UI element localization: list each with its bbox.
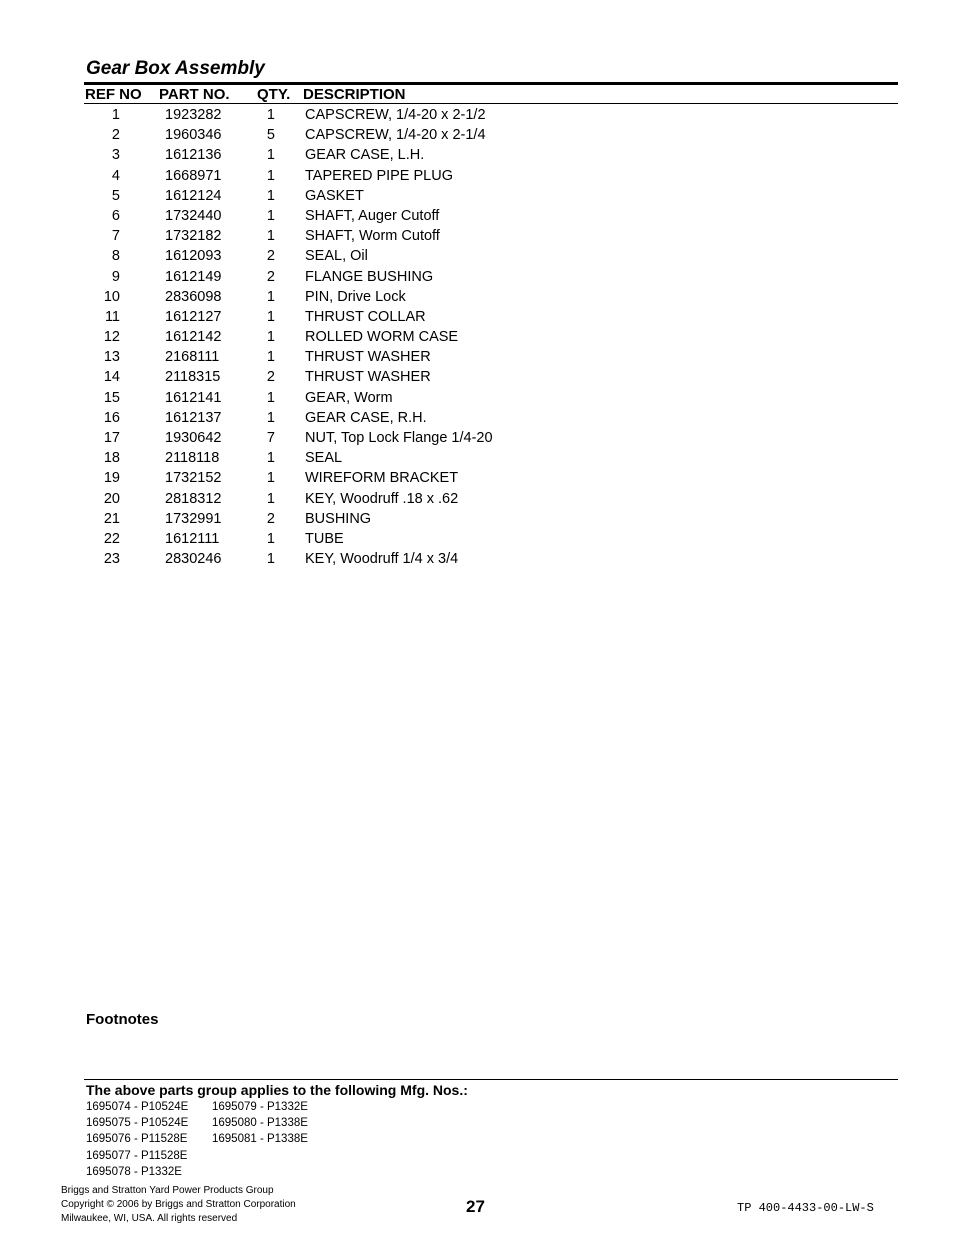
- part-no-cell: 1612093: [165, 248, 222, 265]
- description-cell: TAPERED PIPE PLUG: [305, 167, 453, 184]
- part-no-cell: 1612141: [165, 389, 222, 406]
- table-row: [0, 287, 954, 307]
- corp-line-1: Briggs and Stratton Yard Power Products Group: [61, 1185, 274, 1196]
- qty-cell: 1: [266, 228, 275, 245]
- ref-no-cell: 22: [103, 530, 120, 547]
- description-cell: THRUST COLLAR: [305, 308, 426, 325]
- description-cell: CAPSCREW, 1/4-20 x 2-1/4: [305, 127, 486, 144]
- ref-no-cell: 15: [103, 389, 120, 406]
- description-cell: CAPSCREW, 1/4-20 x 2-1/2: [305, 107, 486, 123]
- parts-table: [0, 105, 954, 569]
- ref-no-cell: 11: [104, 308, 120, 325]
- mfg-number: 1695078 - P1332E: [86, 1165, 182, 1178]
- qty-cell: 1: [266, 530, 275, 547]
- qty-cell: 1: [266, 207, 275, 224]
- description-cell: GASKET: [305, 187, 364, 204]
- qty-cell: 1: [266, 490, 275, 507]
- table-row: [0, 367, 954, 387]
- qty-cell: 1: [266, 187, 275, 204]
- header-ref-no: REF NO: [85, 86, 142, 103]
- description-cell: KEY, Woodruff .18 x .62: [305, 490, 459, 507]
- qty-cell: 5: [266, 127, 275, 144]
- description-cell: TUBE: [305, 530, 344, 547]
- part-no-cell: 1930642: [165, 430, 222, 446]
- part-no-cell: 2118118: [165, 450, 220, 467]
- mfg-number: 1695074 - P10524E: [86, 1101, 189, 1113]
- title-divider: [84, 82, 898, 85]
- table-row: [0, 125, 954, 145]
- table-row: [0, 166, 954, 186]
- ref-no-cell: 18: [103, 450, 120, 467]
- mfg-number: 1695077 - P11528E: [86, 1149, 188, 1162]
- part-no-cell: 1732440: [165, 207, 222, 224]
- table-row: [0, 145, 954, 165]
- description-cell: GEAR CASE, L.H.: [305, 147, 425, 164]
- qty-cell: 1: [266, 470, 275, 487]
- ref-no-cell: 17: [103, 430, 120, 446]
- part-no-cell: 1732152: [165, 470, 222, 487]
- description-cell: SHAFT, Auger Cutoff: [305, 207, 440, 224]
- description-cell: SHAFT, Worm Cutoff: [305, 228, 440, 245]
- part-no-cell: 1612137: [165, 409, 222, 426]
- table-row: [0, 105, 954, 125]
- description-cell: THRUST WASHER: [305, 349, 431, 366]
- description-cell: GEAR, Worm: [305, 389, 393, 406]
- part-no-cell: 1612127: [165, 308, 222, 325]
- description-cell: NUT, Top Lock Flange 1/4-20: [305, 430, 493, 446]
- applies-heading: The above parts group applies to the following Mfg. Nos.:: [86, 1082, 468, 1098]
- table-row: [0, 327, 954, 347]
- table-row: [0, 509, 954, 529]
- mfg-number: 1695079 - P1332E: [212, 1101, 308, 1113]
- mfg-list-column-1: [86, 1099, 188, 1180]
- qty-cell: 2: [266, 369, 275, 386]
- description-cell: GEAR CASE, R.H.: [305, 409, 427, 426]
- ref-no-cell: 13: [103, 349, 120, 366]
- part-no-cell: 2836098: [165, 288, 222, 305]
- ref-no-cell: 10: [103, 288, 120, 305]
- description-cell: SEAL: [305, 450, 343, 467]
- page-number: 27: [466, 1197, 485, 1216]
- ref-no-cell: 12: [103, 329, 120, 346]
- table-row: [0, 549, 954, 569]
- qty-cell: 2: [266, 248, 275, 265]
- page-title: Gear Box Assembly: [86, 58, 265, 79]
- part-no-cell: 1668971: [165, 167, 222, 184]
- ref-no-cell: 20: [103, 490, 120, 507]
- qty-cell: 1: [266, 551, 275, 568]
- description-cell: KEY, Woodruff 1/4 x 3/4: [305, 551, 459, 568]
- table-row: [0, 186, 954, 206]
- part-no-cell: 1612136: [165, 147, 222, 164]
- mfg-list-column-2: [212, 1099, 308, 1148]
- part-no-cell: 2118315: [165, 369, 221, 386]
- table-row: [0, 206, 954, 226]
- table-row: [0, 267, 954, 287]
- mfg-number: 1695081 - P1338E: [212, 1133, 308, 1146]
- table-row: [0, 388, 954, 408]
- table-row: [0, 428, 954, 448]
- table-row: [0, 448, 954, 468]
- description-cell: SEAL, Oil: [305, 248, 368, 265]
- header-description: DESCRIPTION: [303, 86, 406, 103]
- description-cell: THRUST WASHER: [305, 369, 431, 386]
- table-row: [0, 226, 954, 246]
- part-no-cell: 2830246: [165, 551, 222, 568]
- table-row: [0, 408, 954, 428]
- qty-cell: 1: [266, 107, 275, 123]
- qty-cell: 1: [266, 167, 275, 184]
- corp-line-2: Copyright © 2006 by Briggs and Stratton Corporation: [61, 1199, 296, 1210]
- ref-no-cell: 3: [111, 147, 120, 164]
- table-row: [0, 246, 954, 266]
- qty-cell: 2: [266, 510, 275, 527]
- ref-no-cell: 21: [103, 510, 120, 527]
- ref-no-cell: 19: [103, 470, 120, 487]
- ref-no-cell: 7: [111, 228, 120, 245]
- part-no-cell: 2168111: [165, 349, 220, 366]
- description-cell: ROLLED WORM CASE: [305, 329, 459, 346]
- qty-cell: 1: [266, 288, 275, 305]
- part-no-cell: 1612124: [165, 187, 222, 204]
- part-no-cell: 1612111: [165, 530, 220, 547]
- description-cell: BUSHING: [305, 510, 372, 527]
- header-qty: QTY.: [257, 86, 291, 103]
- description-cell: WIREFORM BRACKET: [305, 470, 459, 487]
- table-row: [0, 468, 954, 488]
- ref-no-cell: 4: [111, 167, 120, 184]
- mfg-number: 1695076 - P11528E: [86, 1133, 188, 1146]
- qty-cell: 1: [266, 308, 275, 325]
- ref-no-cell: 16: [103, 409, 120, 426]
- ref-no-cell: 5: [111, 187, 120, 204]
- qty-cell: 1: [266, 450, 275, 467]
- ref-no-cell: 1: [111, 107, 120, 123]
- ref-no-cell: 14: [103, 369, 120, 386]
- part-no-cell: 1732991: [165, 510, 222, 527]
- corp-line-3: Milwaukee, WI, USA. All rights reserved: [61, 1213, 238, 1224]
- corporate-info: [61, 1184, 296, 1226]
- qty-cell: 1: [266, 147, 275, 164]
- part-no-cell: 1960346: [165, 127, 222, 144]
- ref-no-cell: 2: [111, 127, 120, 144]
- description-cell: PIN, Drive Lock: [305, 288, 406, 305]
- part-no-cell: 1923282: [165, 107, 222, 123]
- qty-cell: 1: [266, 389, 275, 406]
- footnotes-heading: Footnotes: [86, 1011, 159, 1028]
- qty-cell: 1: [266, 409, 275, 426]
- table-row: [0, 529, 954, 549]
- header-part-no: PART NO.: [159, 86, 230, 103]
- part-no-cell: 1612149: [165, 268, 222, 285]
- table-row: [0, 347, 954, 367]
- ref-no-cell: 8: [111, 248, 120, 265]
- ref-no-cell: 23: [103, 551, 120, 568]
- table-row: [0, 489, 954, 509]
- table-header: [84, 86, 898, 104]
- qty-cell: 2: [266, 268, 275, 285]
- footer-divider: [84, 1079, 898, 1080]
- qty-cell: 7: [266, 430, 275, 446]
- part-no-cell: 1612142: [165, 329, 222, 346]
- table-row: [0, 307, 954, 327]
- qty-cell: 1: [266, 329, 275, 346]
- ref-no-cell: 9: [111, 268, 120, 285]
- qty-cell: 1: [266, 349, 275, 366]
- mfg-number: 1695080 - P1338E: [212, 1117, 308, 1130]
- description-cell: FLANGE BUSHING: [305, 268, 434, 285]
- ref-no-cell: 6: [111, 207, 120, 224]
- part-no-cell: 2818312: [165, 490, 222, 507]
- mfg-number: 1695075 - P10524E: [86, 1117, 189, 1130]
- document-code: TP 400-4433-00-LW-S: [737, 1201, 874, 1215]
- part-no-cell: 1732182: [165, 228, 222, 245]
